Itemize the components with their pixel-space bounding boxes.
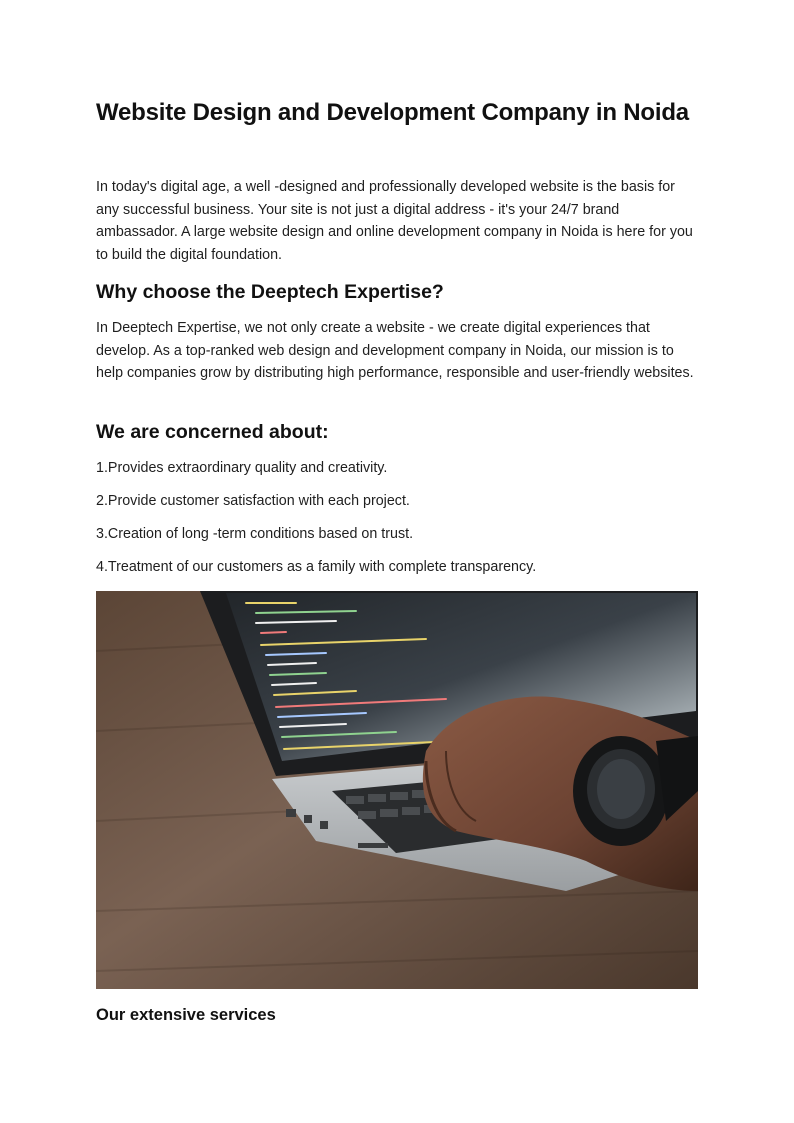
intro-paragraph: In today's digital age, a well -designed and professionally developed website is the basis for any successful business. Your site is not just a digital address - it's your 24/7 brand ambassador. A large website design and online development company in Noida is here for you to build the digital foundation.: [96, 179, 693, 263]
why-choose-paragraph: In Deeptech Expertise, we not only create a website - we create digital experiences that develop. As a top-ranked web design and development company in Noida, our mission is to help companies grow by distributing high performance, responsible and user-friendly websites.: [96, 320, 694, 381]
concerns-heading: We are concerned about:: [96, 421, 329, 443]
document-page: [96, 0, 698, 1123]
concern-item: 3.Creation of long -term conditions based on trust.: [96, 526, 414, 542]
laptop-typing-photo: [96, 591, 698, 989]
services-heading: Our extensive services: [96, 1006, 276, 1024]
concern-item: 4.Treatment of our customers as a family with complete transparency.: [96, 559, 537, 575]
page-title: Website Design and Development Company in Noida: [96, 99, 689, 126]
concern-item: 2.Provide customer satisfaction with each project.: [96, 493, 410, 509]
why-choose-heading: Why choose the Deeptech Expertise?: [96, 281, 444, 303]
concern-item: 1.Provides extraordinary quality and creativity.: [96, 460, 388, 476]
